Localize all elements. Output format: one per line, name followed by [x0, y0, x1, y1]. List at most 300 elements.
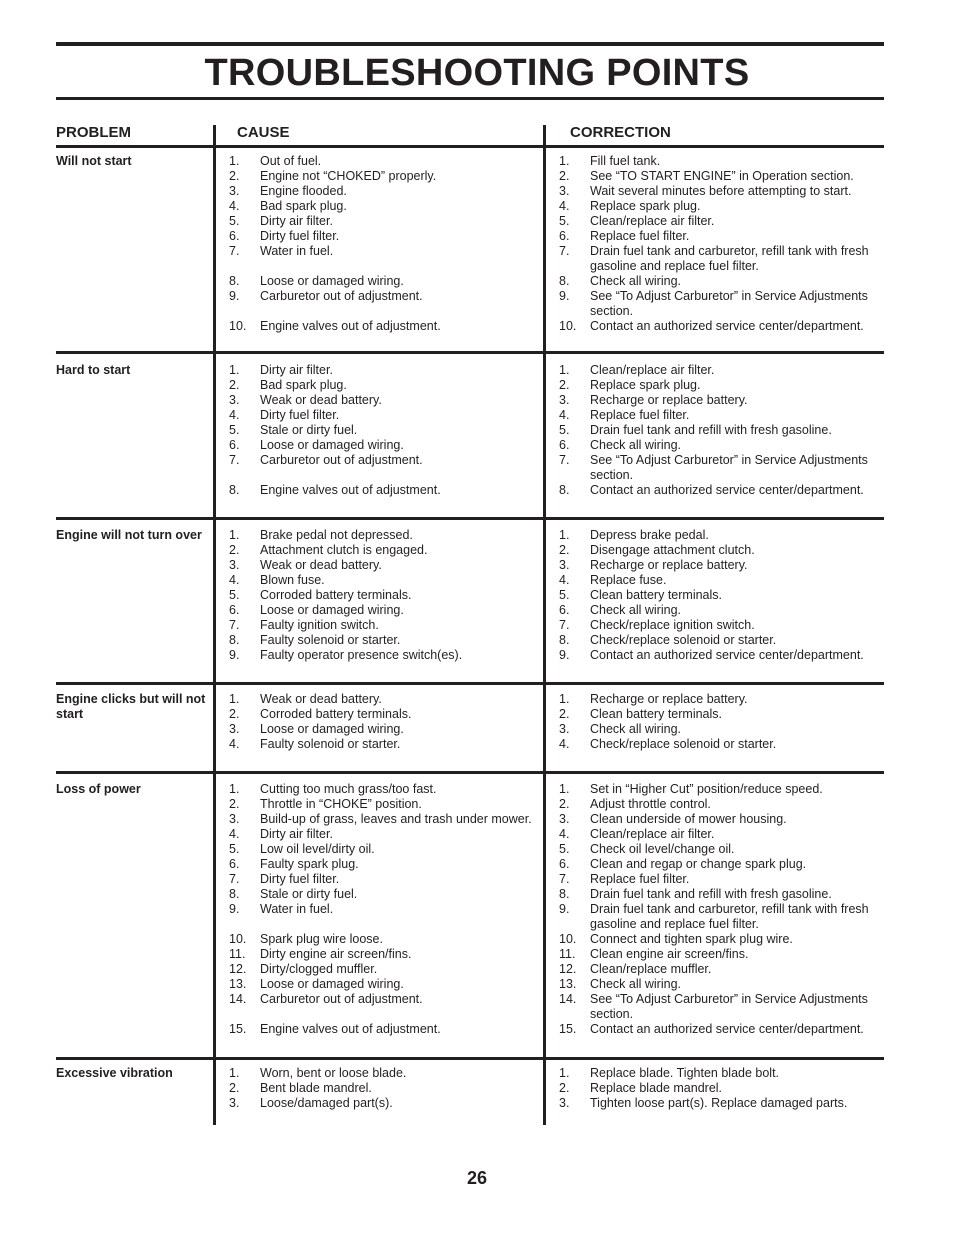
item-text: Loose or damaged wiring.: [260, 722, 404, 736]
list-item: [552, 483, 882, 498]
list-item: [552, 872, 882, 887]
item-number: 5.: [559, 842, 570, 856]
item-number: 3.: [229, 812, 240, 826]
item-text: Drain fuel tank and carburetor, refill tank with fresh gasoline and replace fuel filter.: [590, 244, 869, 273]
problem-label: Engine will not turn over: [56, 528, 202, 542]
list-item: [552, 902, 882, 932]
item-number: 15.: [559, 1022, 577, 1036]
list-item: [222, 229, 540, 244]
problem-label: Engine clicks but will not start: [56, 692, 206, 721]
item-number: 6.: [559, 857, 570, 871]
list-item: [222, 363, 540, 378]
item-text: Corroded battery terminals.: [260, 707, 412, 721]
list-item: [222, 154, 540, 169]
list-item: [222, 244, 540, 259]
list-item: [552, 423, 882, 438]
list-item: [552, 214, 882, 229]
item-text: See “To Adjust Carburetor” in Service Adjustments section.: [590, 992, 868, 1021]
item-text: Clean/replace air filter.: [590, 827, 715, 841]
item-text: Clean underside of mower housing.: [590, 812, 787, 826]
list-item: [552, 977, 882, 992]
spacer: [222, 304, 540, 319]
item-number: 8.: [559, 633, 570, 647]
list-item: [552, 962, 882, 977]
item-text: Throttle in “CHOKE” position.: [260, 797, 422, 811]
item-text: Clean and regap or change spark plug.: [590, 857, 807, 871]
list-item: [222, 393, 540, 408]
list-item: [222, 573, 540, 588]
list-item: [552, 229, 882, 244]
item-text: Replace fuse.: [590, 573, 667, 587]
list-item: [222, 977, 540, 992]
list-item: [552, 558, 882, 573]
item-number: 3.: [559, 184, 570, 198]
item-number: 5.: [229, 842, 240, 856]
list-item: [222, 737, 540, 752]
item-number: 14.: [559, 992, 577, 1006]
item-text: Contact an authorized service center/department.: [590, 648, 864, 662]
top-rule: [56, 42, 884, 46]
item-number: 4.: [229, 408, 240, 422]
item-number: 1.: [559, 363, 570, 377]
correction-list: [552, 154, 882, 334]
item-text: Blown fuse.: [260, 573, 325, 587]
correction-column-header: CORRECTION: [570, 124, 671, 141]
item-text: Engine valves out of adjustment.: [260, 483, 441, 497]
list-item: [222, 1066, 540, 1081]
item-number: 6.: [229, 229, 240, 243]
correction-list: [552, 363, 882, 498]
item-text: Carburetor out of adjustment.: [260, 289, 423, 303]
list-item: [222, 633, 540, 648]
problem-column-header: PROBLEM: [56, 124, 131, 141]
item-text: Dirty air filter.: [260, 363, 333, 377]
item-text: Clean battery terminals.: [590, 707, 723, 721]
item-number: 9.: [229, 902, 240, 916]
correction-list: [552, 692, 882, 752]
list-item: [222, 588, 540, 603]
list-item: [552, 932, 882, 947]
item-number: 5.: [229, 588, 240, 602]
list-item: [552, 797, 882, 812]
item-text: Corroded battery terminals.: [260, 588, 412, 602]
item-number: 13.: [559, 977, 577, 991]
problem-label: Hard to start: [56, 363, 131, 377]
item-text: Clean battery terminals.: [590, 588, 723, 602]
list-item: [552, 782, 882, 797]
item-text: Tighten loose part(s). Replace damaged parts.: [590, 1096, 848, 1110]
item-number: 1.: [229, 692, 240, 706]
item-number: 3.: [229, 1096, 240, 1110]
item-text: Depress brake pedal.: [590, 528, 709, 542]
item-text: Loose or damaged wiring.: [260, 977, 404, 991]
item-number: 1.: [229, 154, 240, 168]
list-item: [552, 842, 882, 857]
section-divider: [56, 1057, 884, 1060]
item-text: Loose or damaged wiring.: [260, 274, 404, 288]
item-text: Check/replace solenoid or starter.: [590, 633, 777, 647]
list-item: [552, 857, 882, 872]
item-text: Check all wiring.: [590, 603, 682, 617]
item-number: 7.: [229, 244, 240, 258]
item-text: Dirty air filter.: [260, 827, 333, 841]
correction-list: [552, 782, 882, 1037]
list-item: [552, 992, 882, 1022]
item-text: Cutting too much grass/too fast.: [260, 782, 437, 796]
item-text: Attachment clutch is engaged.: [260, 543, 428, 557]
item-text: Build-up of grass, leaves and trash under mower.: [260, 812, 532, 826]
item-text: Stale or dirty fuel.: [260, 423, 358, 437]
item-number: 3.: [559, 393, 570, 407]
cause-list: [222, 1066, 540, 1111]
item-number: 1.: [229, 782, 240, 796]
section-divider: [56, 517, 884, 520]
item-text: Dirty fuel filter.: [260, 408, 340, 422]
item-number: 4.: [559, 827, 570, 841]
item-number: 15.: [229, 1022, 247, 1036]
item-text: Replace fuel filter.: [590, 408, 690, 422]
item-number: 5.: [559, 588, 570, 602]
list-item: [222, 438, 540, 453]
list-item: [552, 319, 882, 334]
item-number: 2.: [559, 543, 570, 557]
problem-label: Loss of power: [56, 782, 141, 796]
list-item: [552, 648, 882, 663]
item-number: 9.: [229, 289, 240, 303]
item-number: 14.: [229, 992, 247, 1006]
item-text: Check all wiring.: [590, 438, 682, 452]
item-number: 1.: [559, 154, 570, 168]
item-text: Clean engine air screen/fins.: [590, 947, 749, 961]
item-number: 9.: [559, 289, 570, 303]
item-number: 1.: [559, 782, 570, 796]
item-text: Contact an authorized service center/department.: [590, 1022, 864, 1036]
list-item: [222, 887, 540, 902]
item-number: 6.: [229, 603, 240, 617]
item-text: Faulty operator presence switch(es).: [260, 648, 463, 662]
item-number: 5.: [229, 214, 240, 228]
item-number: 4.: [229, 199, 240, 213]
item-text: See “To Adjust Carburetor” in Service Adjustments section.: [590, 453, 868, 482]
item-number: 9.: [559, 902, 570, 916]
item-number: 7.: [559, 244, 570, 258]
correction-list: [552, 528, 882, 663]
list-item: [552, 692, 882, 707]
cause-list: [222, 154, 540, 334]
cause-list: [222, 528, 540, 663]
correction-list: [552, 1066, 882, 1111]
list-item: [552, 393, 882, 408]
item-number: 13.: [229, 977, 247, 991]
list-item: [222, 169, 540, 184]
item-number: 4.: [559, 408, 570, 422]
page-number: 26: [466, 1168, 488, 1188]
item-text: Clean/replace muffler.: [590, 962, 712, 976]
item-number: 11.: [229, 947, 246, 961]
list-item: [222, 483, 540, 498]
list-item: [552, 543, 882, 558]
list-item: [552, 169, 882, 184]
list-item: [552, 618, 882, 633]
item-number: 5.: [229, 423, 240, 437]
item-number: 2.: [559, 378, 570, 392]
item-number: 4.: [229, 827, 240, 841]
item-number: 3.: [559, 722, 570, 736]
list-item: [552, 1066, 882, 1081]
list-item: [552, 633, 882, 648]
list-item: [552, 603, 882, 618]
list-item: [222, 453, 540, 468]
item-number: 2.: [229, 707, 240, 721]
list-item: [222, 857, 540, 872]
cause-list: [222, 363, 540, 498]
item-text: Replace blade mandrel.: [590, 1081, 723, 1095]
item-number: 7.: [559, 872, 570, 886]
list-item: [222, 692, 540, 707]
item-number: 4.: [229, 737, 240, 751]
list-item: [552, 588, 882, 603]
item-text: Wait several minutes before attempting to start.: [590, 184, 852, 198]
list-item: [222, 378, 540, 393]
item-text: Check all wiring.: [590, 274, 682, 288]
item-number: 8.: [559, 887, 570, 901]
item-text: Water in fuel.: [260, 244, 334, 258]
item-number: 9.: [559, 648, 570, 662]
item-number: 8.: [559, 483, 570, 497]
item-text: Worn, bent or loose blade.: [260, 1066, 407, 1080]
item-text: Drain fuel tank and refill with fresh gasoline.: [590, 887, 832, 901]
item-number: 8.: [229, 887, 240, 901]
item-number: 4.: [559, 199, 570, 213]
item-number: 7.: [559, 618, 570, 632]
item-text: Check all wiring.: [590, 722, 682, 736]
item-number: 3.: [559, 812, 570, 826]
list-item: [222, 782, 540, 797]
problem-label: Will not start: [56, 154, 132, 168]
item-number: 8.: [229, 483, 240, 497]
list-item: [222, 319, 540, 334]
item-text: Carburetor out of adjustment.: [260, 453, 423, 467]
item-number: 10.: [559, 932, 577, 946]
list-item: [222, 289, 540, 304]
item-text: Stale or dirty fuel.: [260, 887, 358, 901]
item-text: Adjust throttle control.: [590, 797, 711, 811]
item-number: 1.: [559, 692, 570, 706]
item-number: 2.: [559, 169, 570, 183]
item-number: 6.: [559, 603, 570, 617]
list-item: [552, 573, 882, 588]
item-number: 1.: [229, 1066, 240, 1080]
list-item: [222, 992, 540, 1007]
list-item: [552, 947, 882, 962]
list-item: [222, 648, 540, 663]
item-number: 5.: [559, 214, 570, 228]
item-text: Carburetor out of adjustment.: [260, 992, 423, 1006]
item-number: 10.: [229, 319, 247, 333]
item-text: See “TO START ENGINE” in Operation section.: [590, 169, 854, 183]
list-item: [222, 932, 540, 947]
section-divider: [56, 145, 884, 148]
spacer: [222, 917, 540, 932]
item-text: Dirty air filter.: [260, 214, 333, 228]
list-item: [552, 827, 882, 842]
item-text: Engine valves out of adjustment.: [260, 319, 441, 333]
item-number: 11.: [559, 947, 576, 961]
list-item: [552, 244, 882, 274]
list-item: [552, 528, 882, 543]
item-number: 4.: [229, 573, 240, 587]
item-number: 2.: [229, 797, 240, 811]
item-number: 7.: [229, 872, 240, 886]
item-text: Weak or dead battery.: [260, 393, 382, 407]
item-text: Drain fuel tank and carburetor, refill tank with fresh gasoline and replace fuel filter.: [590, 902, 869, 931]
item-number: 3.: [229, 184, 240, 198]
item-number: 10.: [229, 932, 247, 946]
item-text: Weak or dead battery.: [260, 558, 382, 572]
list-item: [552, 289, 882, 319]
item-number: 2.: [559, 797, 570, 811]
spacer: [222, 1007, 540, 1022]
list-item: [222, 872, 540, 887]
item-text: Check/replace solenoid or starter.: [590, 737, 777, 751]
item-number: 9.: [229, 648, 240, 662]
item-text: Connect and tighten spark plug wire.: [590, 932, 793, 946]
list-item: [552, 812, 882, 827]
section-divider: [56, 771, 884, 774]
cause-list: [222, 692, 540, 752]
column-divider: [543, 125, 546, 1125]
list-item: [552, 154, 882, 169]
item-text: Clean/replace air filter.: [590, 214, 715, 228]
item-text: Replace fuel filter.: [590, 229, 690, 243]
list-item: [222, 558, 540, 573]
item-number: 8.: [229, 633, 240, 647]
list-item: [552, 184, 882, 199]
item-text: Low oil level/dirty oil.: [260, 842, 375, 856]
item-text: Clean/replace air filter.: [590, 363, 715, 377]
item-text: Drain fuel tank and refill with fresh gasoline.: [590, 423, 832, 437]
item-number: 2.: [229, 378, 240, 392]
item-text: Engine flooded.: [260, 184, 347, 198]
list-item: [222, 827, 540, 842]
list-item: [222, 902, 540, 917]
item-text: Contact an authorized service center/department.: [590, 483, 864, 497]
list-item: [552, 722, 882, 737]
item-text: Replace blade. Tighten blade bolt.: [590, 1066, 780, 1080]
item-number: 3.: [559, 1096, 570, 1110]
item-text: Loose or damaged wiring.: [260, 603, 404, 617]
item-number: 7.: [229, 453, 240, 467]
item-text: See “To Adjust Carburetor” in Service Adjustments section.: [590, 289, 868, 318]
list-item: [552, 363, 882, 378]
item-text: Dirty/clogged muffler.: [260, 962, 378, 976]
list-item: [552, 274, 882, 289]
item-text: Replace spark plug.: [590, 378, 701, 392]
cause-column-header: CAUSE: [237, 124, 290, 141]
list-item: [222, 543, 540, 558]
list-item: [222, 707, 540, 722]
item-number: 1.: [229, 528, 240, 542]
item-number: 6.: [229, 438, 240, 452]
item-text: Bad spark plug.: [260, 378, 347, 392]
problem-label: Excessive vibration: [56, 1066, 173, 1080]
list-item: [222, 947, 540, 962]
item-number: 6.: [229, 857, 240, 871]
list-item: [552, 887, 882, 902]
list-item: [222, 423, 540, 438]
item-number: 7.: [559, 453, 570, 467]
list-item: [222, 603, 540, 618]
list-item: [552, 707, 882, 722]
item-number: 6.: [559, 229, 570, 243]
list-item: [222, 618, 540, 633]
item-number: 2.: [559, 707, 570, 721]
item-text: Recharge or replace battery.: [590, 558, 748, 572]
item-text: Dirty engine air screen/fins.: [260, 947, 412, 961]
item-number: 3.: [229, 393, 240, 407]
item-text: Set in “Higher Cut” position/reduce speed.: [590, 782, 823, 796]
item-text: Check/replace ignition switch.: [590, 618, 755, 632]
item-number: 1.: [229, 363, 240, 377]
item-number: 2.: [229, 543, 240, 557]
item-number: 4.: [559, 737, 570, 751]
item-text: Faulty solenoid or starter.: [260, 633, 401, 647]
list-item: [222, 408, 540, 423]
item-number: 1.: [559, 528, 570, 542]
list-item: [552, 453, 882, 483]
item-text: Weak or dead battery.: [260, 692, 382, 706]
list-item: [222, 214, 540, 229]
list-item: [552, 199, 882, 214]
list-item: [222, 842, 540, 857]
list-item: [552, 1022, 882, 1037]
item-number: 3.: [229, 722, 240, 736]
list-item: [552, 438, 882, 453]
spacer: [222, 259, 540, 274]
item-text: Dirty fuel filter.: [260, 872, 340, 886]
item-number: 12.: [559, 962, 577, 976]
item-text: Dirty fuel filter.: [260, 229, 340, 243]
item-text: Recharge or replace battery.: [590, 393, 748, 407]
page-title: TROUBLESHOOTING POINTS: [204, 52, 750, 94]
item-text: Faulty ignition switch.: [260, 618, 379, 632]
item-text: Out of fuel.: [260, 154, 322, 168]
section-divider: [56, 351, 884, 354]
item-number: 6.: [559, 438, 570, 452]
item-text: Spark plug wire loose.: [260, 932, 383, 946]
list-item: [222, 184, 540, 199]
item-number: 3.: [559, 558, 570, 572]
list-item: [222, 528, 540, 543]
item-number: 10.: [559, 319, 577, 333]
list-item: [222, 1096, 540, 1111]
item-number: 4.: [559, 573, 570, 587]
list-item: [222, 812, 540, 827]
list-item: [222, 962, 540, 977]
list-item: [222, 199, 540, 214]
title-rule: [56, 97, 884, 100]
item-text: Recharge or replace battery.: [590, 692, 748, 706]
item-text: Bad spark plug.: [260, 199, 347, 213]
item-text: Engine valves out of adjustment.: [260, 1022, 441, 1036]
list-item: [552, 1081, 882, 1096]
item-text: Loose/damaged part(s).: [260, 1096, 393, 1110]
item-text: Check oil level/change oil.: [590, 842, 735, 856]
item-text: Replace spark plug.: [590, 199, 701, 213]
item-text: Loose or damaged wiring.: [260, 438, 404, 452]
column-divider: [213, 125, 216, 1125]
list-item: [222, 1022, 540, 1037]
